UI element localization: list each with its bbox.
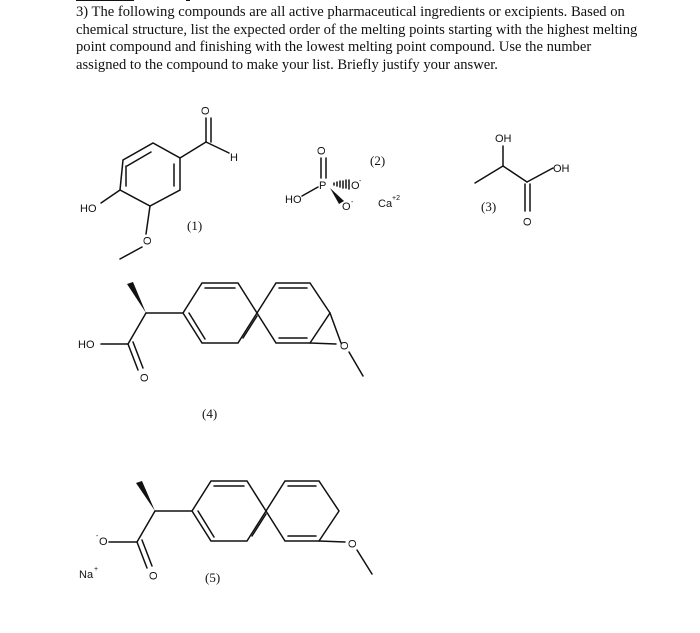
charge-label: + <box>94 566 99 573</box>
charge-label: - <box>351 199 354 206</box>
question-line: chemical structure, list the expected order of the melting points starting with the highest melting <box>76 21 638 38</box>
bond <box>137 511 155 542</box>
atom-label: O <box>339 341 351 350</box>
compound-2-structure <box>285 146 400 213</box>
ring-double-bond <box>243 316 257 338</box>
atom-label: O <box>347 539 359 548</box>
carbonyl-bond <box>137 542 147 568</box>
atom-label: O <box>342 201 351 213</box>
compound-3-structure <box>475 133 570 226</box>
bond <box>206 142 229 153</box>
bond <box>330 313 341 343</box>
compound-label: (3) <box>481 199 497 214</box>
atom-label: H <box>230 152 238 164</box>
compound-5-structure <box>79 481 372 585</box>
atom-label: HO <box>80 203 97 215</box>
bond <box>101 190 120 203</box>
question-line: 3) The following compounds are all active pharmaceutical ingredients or excipients. Based on <box>76 4 625 20</box>
naphthalene-ring <box>266 481 339 541</box>
atom-label: Ca <box>378 198 393 210</box>
atom-label: O <box>139 373 151 382</box>
bond <box>302 187 318 196</box>
carbonyl-bond <box>128 344 138 370</box>
bond <box>527 168 553 182</box>
atom-label: O <box>200 106 212 115</box>
compound-4-structure <box>78 282 363 421</box>
hashed-wedge <box>334 180 349 189</box>
question-line: assigned to the compound to make your list. Briefly justify your answer. <box>76 56 498 73</box>
atom-label: OH <box>495 133 512 145</box>
atom-label: O <box>99 536 108 548</box>
naphthalene-ring <box>257 283 330 343</box>
solid-wedge <box>127 282 146 313</box>
charge-label: - <box>359 178 362 185</box>
carbonyl-bond <box>142 540 152 566</box>
atom-label: Na <box>79 569 94 581</box>
carbonyl-bond <box>133 342 143 368</box>
charge-label: +2 <box>392 195 400 202</box>
solid-wedge <box>136 481 155 511</box>
atom-label: O <box>351 180 360 192</box>
charge-label: - <box>96 533 99 540</box>
atom-label: O <box>522 217 534 226</box>
atom-label: OH <box>553 163 570 175</box>
bond <box>180 142 206 158</box>
atom-label: HO <box>78 339 95 351</box>
bond <box>310 343 336 344</box>
question-line: point compound and finishing with the lowest melting point compound. Use the number <box>76 39 592 55</box>
compound-label: (1) <box>187 218 203 233</box>
bond <box>503 166 527 182</box>
bond <box>128 313 146 344</box>
bond <box>349 352 363 376</box>
bond <box>475 166 503 183</box>
ring-double-bond <box>127 152 151 166</box>
bond <box>357 550 372 574</box>
compound-label: (4) <box>202 406 218 421</box>
compound-1-structure <box>80 106 238 259</box>
atom-label: O <box>142 236 154 245</box>
compound-label: (2) <box>370 153 386 168</box>
atom-label: P <box>319 180 327 192</box>
bond <box>120 247 142 259</box>
bond <box>319 541 345 542</box>
atom-label: HO <box>285 194 302 206</box>
atom-label: O <box>316 146 328 155</box>
bond <box>146 206 150 234</box>
compound-label: (5) <box>205 570 221 585</box>
atom-label: O <box>148 571 160 580</box>
ring-double-bond <box>252 514 266 536</box>
